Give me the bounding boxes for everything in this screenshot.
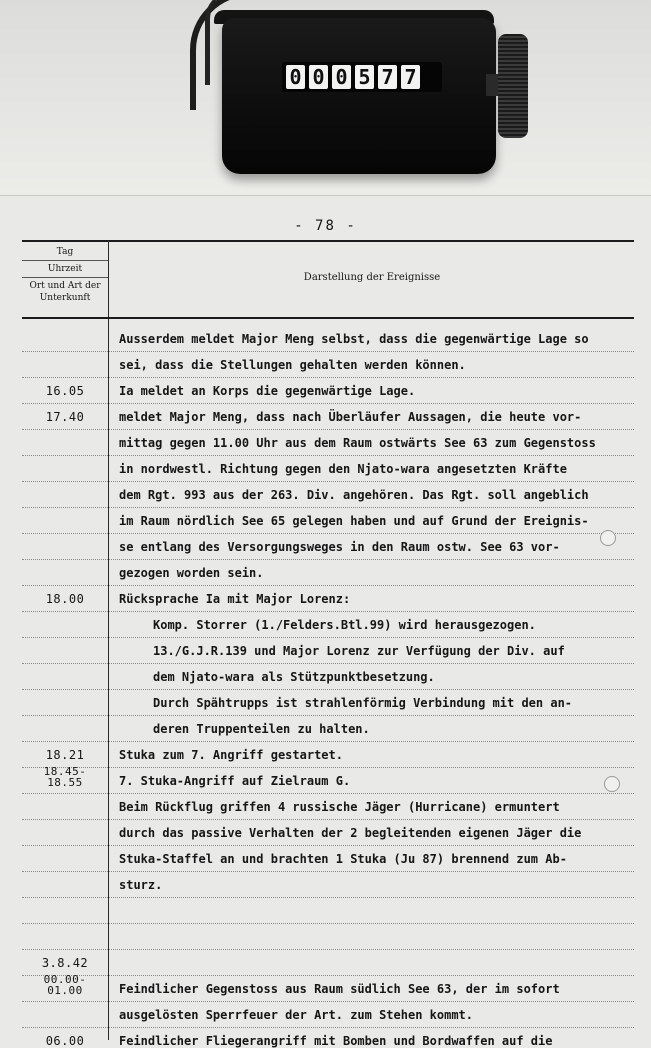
entry-text: dem Rgt. 993 aus der 263. Div. angehören. Das Rgt. soll angeblich	[119, 488, 589, 502]
journal-row	[22, 404, 634, 430]
journal-row	[22, 378, 634, 404]
journal-row	[22, 794, 634, 820]
journal-row	[22, 612, 634, 638]
entry-text: Feindlicher Gegenstoss aus Raum südlich See 63, der im sofort	[119, 982, 560, 996]
entry-text: mittag gegen 11.00 Uhr aus dem Raum ostwärts See 63 zum Gegenstoss	[119, 436, 596, 450]
entry-text: in nordwestl. Richtung gegen den Njato-wara angesetzten Kräfte	[119, 462, 567, 476]
journal-row	[22, 482, 634, 508]
entry-time: 06.00	[45, 1034, 85, 1048]
entry-text: deren Truppenteilen zu halten.	[153, 722, 370, 736]
frame-counter-device	[222, 18, 496, 174]
header-label-day: Tag	[22, 244, 108, 261]
entry-text: im Raum nördlich See 65 gelegen haben und auf Grund der Ereignis-	[119, 514, 589, 528]
entry-text: sei, dass die Stellungen gehalten werden können.	[119, 358, 466, 372]
entry-text: Ausserdem meldet Major Meng selbst, dass die gegenwärtige Lage so	[119, 332, 589, 346]
top-rule	[22, 240, 634, 242]
journal-row	[22, 560, 634, 586]
entry-text: Durch Spähtrupps ist strahlenförmig Verbindung mit den an-	[153, 696, 573, 710]
counter-digit: 5	[355, 65, 374, 89]
journal-row	[22, 820, 634, 846]
entry-text: ausgelösten Sperrfeuer der Art. zum Stehen kommt.	[119, 1008, 474, 1022]
entry-time: 16.05	[45, 384, 85, 398]
journal-row	[22, 586, 634, 612]
journal-row	[22, 430, 634, 456]
counter-window	[282, 62, 442, 92]
counter-digit: 7	[401, 65, 420, 89]
entry-text: Ia meldet an Korps die gegenwärtige Lage.	[119, 384, 416, 398]
counter-knob	[498, 34, 528, 138]
entry-text: Feindlicher Fliegerangriff mit Bomben und Bordwaffen auf die	[119, 1034, 553, 1048]
journal-row	[22, 664, 634, 690]
journal-row	[22, 1028, 634, 1048]
journal-row	[22, 638, 634, 664]
page-number: - 78 -	[294, 218, 357, 234]
entry-time: 3.8.42	[41, 956, 89, 970]
entry-text: sturz.	[119, 878, 163, 892]
journal-row	[22, 973, 634, 1002]
journal-row	[22, 872, 634, 898]
entry-text: Rücksprache Ia mit Major Lorenz:	[119, 592, 351, 606]
journal-row	[22, 1002, 634, 1028]
counter-digit: 0	[309, 65, 328, 89]
header-rule	[22, 317, 634, 319]
entry-time: 18.21	[45, 748, 85, 762]
photo-header	[0, 0, 651, 196]
right-column-header: Darstellung der Ereignisse	[303, 272, 441, 283]
entry-time: 00.00- 01.00	[43, 973, 87, 997]
journal-row	[22, 508, 634, 534]
entry-text: dem Njato-wara als Stützpunktbesetzung.	[153, 670, 435, 684]
journal-row	[22, 534, 634, 560]
journal-row	[22, 352, 634, 378]
counter-digit: 0	[286, 65, 305, 89]
header-label-time: Uhrzeit	[22, 261, 108, 278]
header-label-location: Ort und Art der Unterkunft	[29, 281, 101, 303]
journal-row	[22, 950, 634, 976]
counter-digit: 0	[332, 65, 351, 89]
journal-row	[22, 742, 634, 768]
entry-text: meldet Major Meng, dass nach Überläufer Aussagen, die heute vor-	[119, 410, 582, 424]
journal-row	[22, 765, 634, 794]
journal-row	[22, 326, 634, 352]
entry-text: 7. Stuka-Angriff auf Zielraum G.	[119, 774, 351, 788]
journal-row	[22, 924, 634, 950]
left-column-header	[22, 244, 108, 306]
entry-text: 13./G.J.R.139 und Major Lorenz zur Verfügung der Div. auf	[153, 644, 565, 658]
journal-row	[22, 846, 634, 872]
journal-row	[22, 690, 634, 716]
entry-time: 17.40	[45, 410, 85, 424]
journal-row	[22, 716, 634, 742]
entry-text: Beim Rückflug griffen 4 russische Jäger (Hurricane) ermuntert	[119, 800, 560, 814]
entry-text: Komp. Storrer (1./Felders.Btl.99) wird herausgezogen.	[153, 618, 536, 632]
punch-hole	[600, 530, 616, 546]
journal-row	[22, 898, 634, 924]
entry-time: 18.45- 18.55	[43, 765, 87, 789]
entry-time: 18.00	[45, 592, 85, 606]
punch-hole	[604, 776, 620, 792]
entry-text: Stuka zum 7. Angriff gestartet.	[119, 748, 343, 762]
entry-text: Stuka-Staffel an und brachten 1 Stuka (Ju 87) brennend zum Ab-	[119, 852, 567, 866]
entry-text: se entlang des Versorgungsweges in den Raum ostw. See 63 vor-	[119, 540, 560, 554]
counter-digit: 7	[378, 65, 397, 89]
entry-text: gezogen worden sein.	[119, 566, 264, 580]
entry-text: durch das passive Verhalten der 2 begleitenden eigenen Jäger die	[119, 826, 582, 840]
journal-row	[22, 456, 634, 482]
